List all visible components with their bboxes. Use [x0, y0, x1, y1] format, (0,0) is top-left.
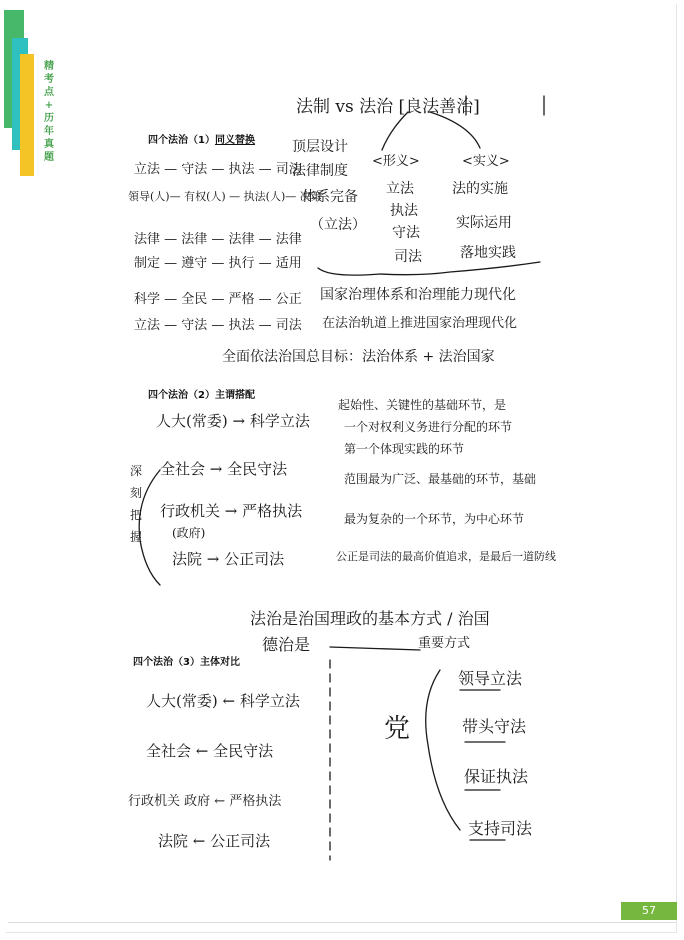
system-complete-note: 体系完备 [302, 189, 358, 205]
explanation-note: 公正是司法的最高价值追求，是最后一道防线 [336, 550, 556, 563]
sidebar-char: 精 [44, 61, 54, 72]
form-item: 立法 [386, 181, 414, 197]
sidebar-char: 历 [44, 113, 54, 124]
explanation-note: 范围最为广泛、最基础的环节，基础 [344, 472, 537, 486]
section-title-prefix: 四个法治（3） [133, 657, 200, 668]
header-note: 法制 vs 法治 [良法善治] [296, 97, 480, 117]
legal-system-note: 法律制度 [292, 163, 348, 179]
statement-note: 法治是治国理政的基本方式 / 治国 [250, 609, 490, 628]
party-note: 党 [384, 714, 411, 744]
explanation-note: 起始性、关键性的基础环节，是 [338, 398, 507, 412]
rule-of-law-path-note: 在法治轨道上推进国家治理现代化 [322, 316, 518, 331]
row-note: 科学 — 全民 — 严格 — 公正 [134, 292, 302, 307]
sidebar-char: 题 [44, 152, 54, 163]
substance-label: <实义> [462, 154, 510, 169]
top-design-note: 顶层设计 [292, 139, 348, 155]
explanation-note: 一个对权利义务进行分配的环节 [344, 420, 513, 434]
legislation-note: （立法） [310, 217, 366, 233]
footer-divider [8, 922, 676, 923]
subject-note: 法院 ← 公正司法 [158, 832, 271, 850]
party-role-note: 领导立法 [458, 669, 523, 688]
party-role-note: 保证执法 [464, 767, 529, 786]
sidebar-char: + [44, 100, 54, 111]
important-way-note: 重要方式 [418, 636, 471, 651]
row-note: 制定 — 遵守 — 执行 — 适用 [134, 256, 302, 271]
substance-item: 实际运用 [456, 215, 512, 231]
explanation-note: 第一个体现实践的环节 [344, 442, 465, 456]
page-number: 57 [621, 902, 677, 920]
form-item: 司法 [394, 249, 422, 265]
overall-goal-note: 全面依法治国总目标：法治体系 + 法治国家 [222, 349, 495, 365]
row-note: 立法 — 守法 — 执法 — 司法 [134, 162, 302, 177]
sidebar-char: 年 [44, 126, 54, 137]
rule-by-virtue-note: 德治是 [262, 635, 311, 654]
subject-note: 行政机关 政府 ← 严格执法 [128, 794, 282, 809]
form-item: 守法 [392, 225, 420, 241]
subject-note: 全社会 → 全民守法 [160, 460, 288, 478]
side-note: 深刻 把握 [130, 464, 143, 544]
party-role-note: 带头守法 [462, 717, 527, 736]
subject-note: 人大(常委) → 科学立法 [156, 412, 310, 430]
sidebar-char: 点 [44, 87, 54, 98]
row-note: 領导(人)— 有权(人) — 执法(人)— 决策 [128, 190, 322, 203]
section-title-prefix: 四个法治（2） [148, 390, 215, 401]
modernization-note: 国家治理体系和治理能力现代化 [320, 287, 516, 303]
row-note: 法律 — 法律 — 法律 — 法律 [134, 232, 302, 247]
party-role-note: 支持司法 [468, 819, 533, 838]
row-note: 立法 — 守法 — 执法 — 司法 [134, 318, 302, 333]
substance-item: 法的实施 [452, 181, 508, 197]
section-title-emphasis: 主谓搭配 [214, 390, 255, 401]
sidebar-char: 真 [44, 139, 54, 150]
section-title-emphasis: 主体对比 [199, 657, 240, 668]
form-label: <形义> [372, 154, 420, 169]
admin-note: (政府) [172, 526, 206, 540]
sidebar-char: 考 [44, 74, 54, 85]
section-title-emphasis: 同义替换 [214, 135, 255, 146]
subject-note: 人大(常委) ← 科学立法 [146, 692, 300, 710]
subject-note: 行政机关 → 严格执法 [160, 502, 303, 520]
subject-note: 全社会 ← 全民守法 [146, 742, 274, 760]
form-item: 执法 [390, 203, 418, 219]
subject-note: 法院 → 公正司法 [172, 550, 285, 568]
section-title-prefix: 四个法治（1） [148, 135, 215, 146]
substance-item: 落地实践 [460, 245, 516, 261]
explanation-note: 最为复杂的一个环节，为中心环节 [344, 512, 525, 526]
